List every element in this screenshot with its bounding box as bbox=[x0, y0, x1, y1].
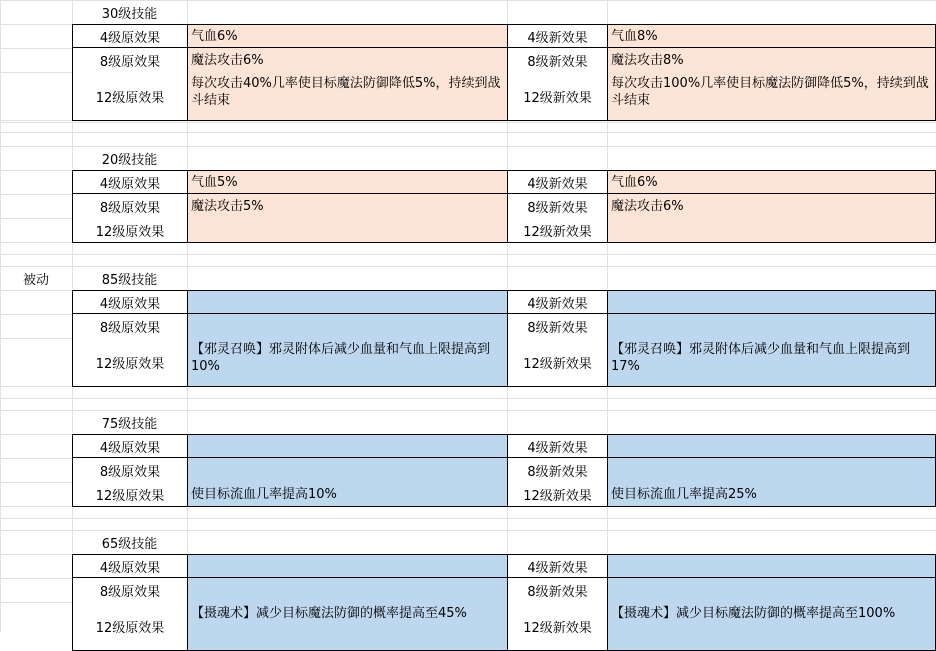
gridline bbox=[0, 254, 936, 255]
new-effect-cell[interactable] bbox=[608, 434, 936, 458]
new-effect-cell[interactable]: 【邪灵召唤】邪灵附体后减少血量和气血上限提高到17% bbox=[608, 338, 936, 387]
original-effect-cell[interactable]: 【摄魂术】减少目标魔法防御的概率提高至45% bbox=[188, 602, 508, 651]
section-title: 75级技能 bbox=[101, 416, 158, 432]
original-level-label: 8级原效果 bbox=[72, 458, 188, 483]
original-level-label: 4级原效果 bbox=[72, 290, 188, 314]
gridline bbox=[0, 0, 1, 632]
new-effect-cell[interactable] bbox=[608, 218, 936, 243]
original-effect-cell[interactable]: 气血5% bbox=[188, 170, 508, 194]
original-level-label: 12级原效果 bbox=[72, 338, 188, 387]
new-level-label: 12级新效果 bbox=[508, 338, 608, 387]
new-level-label: 12级新效果 bbox=[508, 602, 608, 651]
original-level-label: 8级原效果 bbox=[72, 578, 188, 603]
new-effect-cell[interactable] bbox=[608, 458, 936, 483]
section-title: 30级技能 bbox=[101, 6, 158, 22]
original-effect-cell[interactable]: 每次攻击40%几率使目标魔法防御降低5%，持续到战斗结束 bbox=[188, 72, 508, 121]
side-label: 被动 bbox=[22, 272, 49, 288]
original-level-label: 12级原效果 bbox=[72, 602, 188, 651]
original-level-label: 4级原效果 bbox=[72, 434, 188, 458]
gridline bbox=[0, 398, 936, 399]
original-level-label: 12级原效果 bbox=[72, 72, 188, 121]
new-effect-cell[interactable] bbox=[608, 578, 936, 603]
new-level-label: 4级新效果 bbox=[508, 24, 608, 48]
original-effect-cell[interactable]: 魔法攻击5% bbox=[188, 194, 508, 219]
original-effect-cell[interactable] bbox=[188, 290, 508, 314]
original-level-label: 4级原效果 bbox=[72, 24, 188, 48]
original-effect-cell[interactable] bbox=[188, 554, 508, 578]
new-level-label: 12级新效果 bbox=[508, 72, 608, 121]
new-level-label: 8级新效果 bbox=[508, 194, 608, 219]
original-level-label: 12级原效果 bbox=[72, 482, 188, 507]
new-effect-cell[interactable] bbox=[608, 290, 936, 314]
new-level-label: 8级新效果 bbox=[508, 314, 608, 339]
new-effect-cell[interactable] bbox=[608, 314, 936, 339]
original-level-label: 8级原效果 bbox=[72, 48, 188, 73]
new-level-label: 12级新效果 bbox=[508, 218, 608, 243]
new-effect-cell[interactable]: 【摄魂术】减少目标魔法防御的概率提高至100% bbox=[608, 602, 936, 651]
gridline bbox=[0, 122, 936, 123]
gridline bbox=[0, 132, 936, 133]
original-effect-cell[interactable] bbox=[188, 458, 508, 483]
new-level-label: 4级新效果 bbox=[508, 170, 608, 194]
new-effect-cell[interactable]: 气血8% bbox=[608, 24, 936, 48]
original-level-label: 4级原效果 bbox=[72, 554, 188, 578]
original-effect-cell[interactable] bbox=[188, 314, 508, 339]
new-effect-cell[interactable]: 气血6% bbox=[608, 170, 936, 194]
original-effect-cell[interactable]: 【邪灵召唤】邪灵附体后减少血量和气血上限提高到10% bbox=[188, 338, 508, 387]
original-effect-cell[interactable] bbox=[188, 434, 508, 458]
new-level-label: 8级新效果 bbox=[508, 48, 608, 73]
original-level-label: 8级原效果 bbox=[72, 194, 188, 219]
new-effect-cell[interactable]: 魔法攻击8% bbox=[608, 48, 936, 73]
new-effect-cell[interactable]: 使目标流血几率提高25% bbox=[608, 482, 936, 507]
new-level-label: 8级新效果 bbox=[508, 578, 608, 603]
section-title: 85级技能 bbox=[101, 272, 158, 288]
original-effect-cell[interactable] bbox=[188, 218, 508, 243]
new-level-label: 4级新效果 bbox=[508, 554, 608, 578]
new-effect-cell[interactable]: 每次攻击100%几率使目标魔法防御降低5%，持续到战斗结束 bbox=[608, 72, 936, 121]
original-effect-cell[interactable]: 使目标流血几率提高10% bbox=[188, 482, 508, 507]
original-effect-cell[interactable]: 魔法攻击6% bbox=[188, 48, 508, 73]
gridline bbox=[0, 518, 936, 519]
new-level-label: 4级新效果 bbox=[508, 434, 608, 458]
original-level-label: 12级原效果 bbox=[72, 218, 188, 243]
section-title: 20级技能 bbox=[101, 152, 158, 168]
new-level-label: 8级新效果 bbox=[508, 458, 608, 483]
original-level-label: 4级原效果 bbox=[72, 170, 188, 194]
new-level-label: 12级新效果 bbox=[508, 482, 608, 507]
new-level-label: 4级新效果 bbox=[508, 290, 608, 314]
original-effect-cell[interactable] bbox=[188, 578, 508, 603]
section-title: 65级技能 bbox=[101, 536, 158, 552]
new-effect-cell[interactable] bbox=[608, 554, 936, 578]
original-level-label: 8级原效果 bbox=[72, 314, 188, 339]
new-effect-cell[interactable]: 魔法攻击6% bbox=[608, 194, 936, 219]
original-effect-cell[interactable]: 气血6% bbox=[188, 24, 508, 48]
